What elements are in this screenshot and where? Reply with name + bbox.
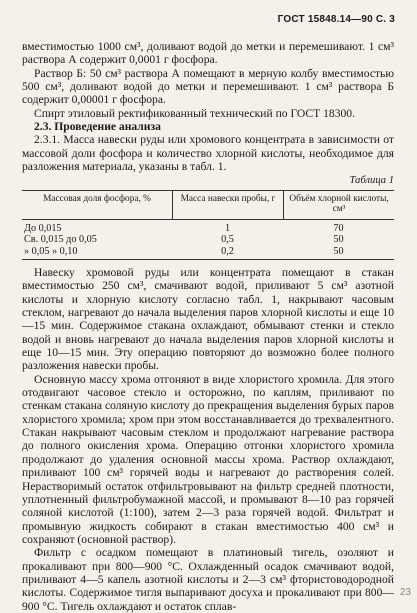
table-cell: Св. 0,015 до 0,05: [24, 234, 97, 246]
table-cell: » 0,05 » 0,10: [24, 245, 78, 257]
paragraph-ethanol: Спирт этиловый ректификованный технический по ГОСТ 18300.: [34, 106, 356, 120]
paragraph-sample-prep: Навеску хромовой руды или концентрата помещают в стакан вместимостью 250 см³, смачивают водой, приливают 5 см³ азотной кислоты и хлорную кислоту согласно табл. 1, накрывают часовым стеклом, нагревают до начала выделения паров хлорной кислоты и еще 10—15 мин. Содержимое стакана охлаждают, обмывают стенки и стекло водой и вновь нагревают до начала выделения паров хлорной кислоты и еще 10—15 мин. Эту операцию повторяют до возможно более полного разложения навески пробы.: [22, 266, 394, 373]
table-cell: До 0,015: [24, 222, 62, 234]
table-header-cell: Масса навески пробы, г: [172, 191, 283, 219]
table-caption: Таблица 1: [349, 175, 394, 187]
paragraph-solution-b: Раствор Б: 50 см³ раствора А помещают в мерную колбу вместимостью 500 см³, доливают водой до метки и перемешивают. 1 см³ раствора Б содержит 0,00001 г фосфора.: [22, 66, 394, 107]
table-header-cell: Объём хлорной кислоты, см³: [283, 191, 394, 219]
page-header: ГОСТ 15848.14—90 С. 3: [277, 14, 395, 25]
table-row: [22, 234, 394, 245]
table-header-cell: Массовая доля фосфора, %: [43, 193, 151, 204]
table-cell: 1: [224, 222, 231, 234]
paragraph-continuation: вместимостью 1000 см³, доливают водой до метки и перемешивают. 1 см³ раствора А содержит 0,0001 г фосфора.: [22, 40, 394, 67]
table-body: [22, 220, 394, 259]
paragraph-chromium-removal: Основную массу хрома отгоняют в виде хлористого хромила. Для этого отодвигают часовое стекло и осторожно, по каплям, приливают по стенкам стакана соляную кислоту до прекращения выделения бурых паров хлористого хромила; хром при этом восстанавливается до трехвалентного. Стакан накрывают часовым стеклом и продолжают нагревание раствора до полного окисления хрома. Операцию отгонки хлористого хромила продолжают до удаления основной массы хрома. Раствор охлаждают, приливают 100 см³ горячей воды и нагревают до растворения солей. Нерастворимый остаток отфильтровывают на фильтр средней плотности, уплотненный фильтробумажной массой, и промывают 8—10 раз горячей соляной кислотой (1:100), затем 2—3 раза горячей водой. Фильтрат и промывную жидкость собирают в стакан вместимостью 400 см³ и сохраняют (основной раствор).: [22, 372, 394, 546]
table-1: [22, 190, 394, 260]
page-number: 23: [399, 587, 411, 598]
paragraph-2-3-1: 2.3.1. Масса навески руды или хромового концентрата в зависимости от массовой доли фосфора и количество хлорной кислоты, необходимое для разложения материала, указаны в табл. 1.: [22, 133, 394, 174]
table-cell: 70: [333, 222, 344, 234]
table-cell: 50: [333, 234, 344, 246]
table-cell: 0,5: [221, 234, 234, 246]
table-cell: 50: [333, 245, 344, 257]
document-body: [22, 40, 394, 613]
paragraph-filter-ignition: Фильтр с осадком помещают в платиновый тигель, озоляют и прокаливают при 800—900 °С. Охлажденный осадок смачивают водой, приливают 4—5 капель азотной кислоты и 2—3 см³ фтористоводородной кислоты. Содержимое тигля выпаривают досуха и прокаливают при 800—900 °С. Тигель охлаждают и остаток сплав-: [22, 546, 394, 613]
table-cell: 0,2: [221, 245, 234, 257]
table-row: [22, 246, 394, 257]
table-header: [22, 191, 394, 220]
table-row: [22, 223, 394, 234]
section-heading: 2.3. Проведение анализа: [34, 120, 161, 134]
